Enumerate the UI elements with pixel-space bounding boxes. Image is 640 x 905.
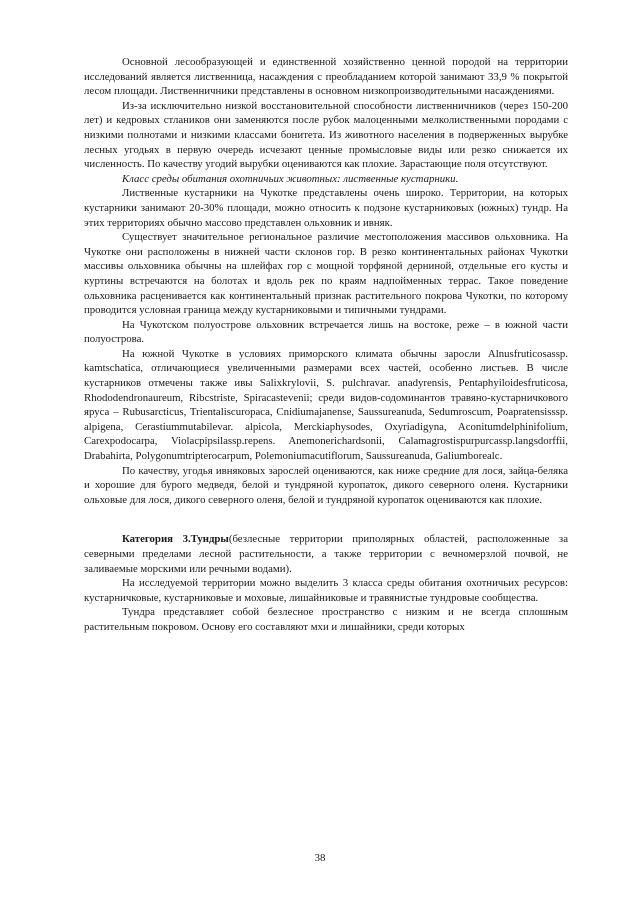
paragraph-main-forest-species: Основной лесообразующей и единственной хозяйственно ценной породой на территории исследований является лиственница, насаждения с преобладанием которой занимают 33,9 % покрытой лесом площади. Лиственничники представлены в основном низкопроизводительными насаждениями. xyxy=(84,56,568,98)
paragraph-species-list: На южной Чукотке в условиях приморского климата обычны заросли Alnusfruticosassp. kamtschatica, отличающиеся увеличенными размерами всех частей, особенно листьев. В числе кустарников отмечены также ивы Salixkrylovii, S. pulchravar. anadyrensis, Pentaphyiloidesfruticosa, Rhododendronaureum, Ribcstriste, Spiracastevenii; среди видов-содоминантов травяно-кустарничкового яруса – Rubusarcticus, Trientaliscuropaca, Cnidiumajanense, Saussureanuda, Sedumroscum, Poapratensisssp. alpigena, Cerastiummutabilevar. alpicola, Merckiaphysodes, Oxyriadigyna, Aconitumdelphinifolium, Carexpodocarpa, Violacpipsilassp.repens. Anemonerichardsonii, Calamagrostispurpurcassp.langsdorffii, Drabahirta, Polygonumtripterocarpum, Polemoniumacutiflorum, Saussureanuda, Galiumborealc. xyxy=(84,347,568,463)
category-description: (безлесные территории приполярных областей, расположенные за северными пределами лесной растительности, а также территории с вечномерзлой почвой, не заливаемые морскими или речными водами). xyxy=(84,533,568,575)
paragraph-shrubs-overview: Лиственные кустарники на Чукотке представлены очень широко. Территории, на которых кустарники занимают 20-30% площади, можно относить к подзоне кустарниковых (южных) тундр. На этих территориях обычно массово представлен ольховник и ивняк. xyxy=(84,187,568,229)
paragraph-regeneration: Из-за исключительно низкой восстановительной способности лиственничников (через 150-200 лет) и кедровых стлаников они заменяются после рубок малоценными мелколиственными породами с низкими полнотами и низкими классами бонитета. Из животного населения в подверженных вырубке лесных угодьях в первую очередь исчезают ценные промысловые виды или резко снижается их численность. По качеству угодий вырубки оцениваются как плохие. Зарастающие поля отсутствуют. xyxy=(84,99,568,171)
habitat-class-heading: Класс среды обитания охотничьих животных: лиственные кустарники. xyxy=(122,172,459,185)
category-heading: Категория 3.Тундры xyxy=(122,533,229,546)
section-gap xyxy=(84,507,568,532)
body-text xyxy=(84,55,568,635)
paragraph-tundra-description: Тундра представляет собой безлесное пространство с низким и не всегда сплошным растительным покровом. Основу его составляют мхи и лишайники, среди которых xyxy=(84,606,568,633)
paragraph-alder-distribution: Существует значительное региональное различие местоположения массивов ольховника. На Чукотке они расположены в нижней части склонов гор. В резко континентальных районах Чукотки массивы ольховника обычны на шлейфах гор с мощной торфяной дерниной, отдельные его кусты и куртины встречаются на болотах и вдоль рек по краям надпойменных террас. Такое поведение ольховника расценивается как континентальный признак растительного покрова Чукотки, по которому проводится условная граница между кустарниковыми и типичными тундрами. xyxy=(84,231,568,317)
paragraph-habitat-quality: По качеству, угодья ивняковых зарослей оцениваются, как ниже средние для лося, зайца-беляка и хорошие для бурого медведя, белой и тундряной куропаток, дикого северного оленя. Кустарники ольховые для лося, дикого северного оленя, белой и тундряной куропаток оцениваются как плохие. xyxy=(84,464,568,506)
page-number: 38 xyxy=(314,852,326,864)
category-paragraph xyxy=(84,532,568,576)
paragraph-tundra-classes: На исследуемой территории можно выделить 3 класса среды обитания охотничьих ресурсов: кустарничковые, кустарниковые и моховые, лишайниковые и травянистые тундровые сообщества. xyxy=(84,577,568,604)
paragraph-chukotka-peninsula: На Чукотском полуострове ольховник встречается лишь на востоке, реже – в южной части полуострова. xyxy=(84,318,568,346)
